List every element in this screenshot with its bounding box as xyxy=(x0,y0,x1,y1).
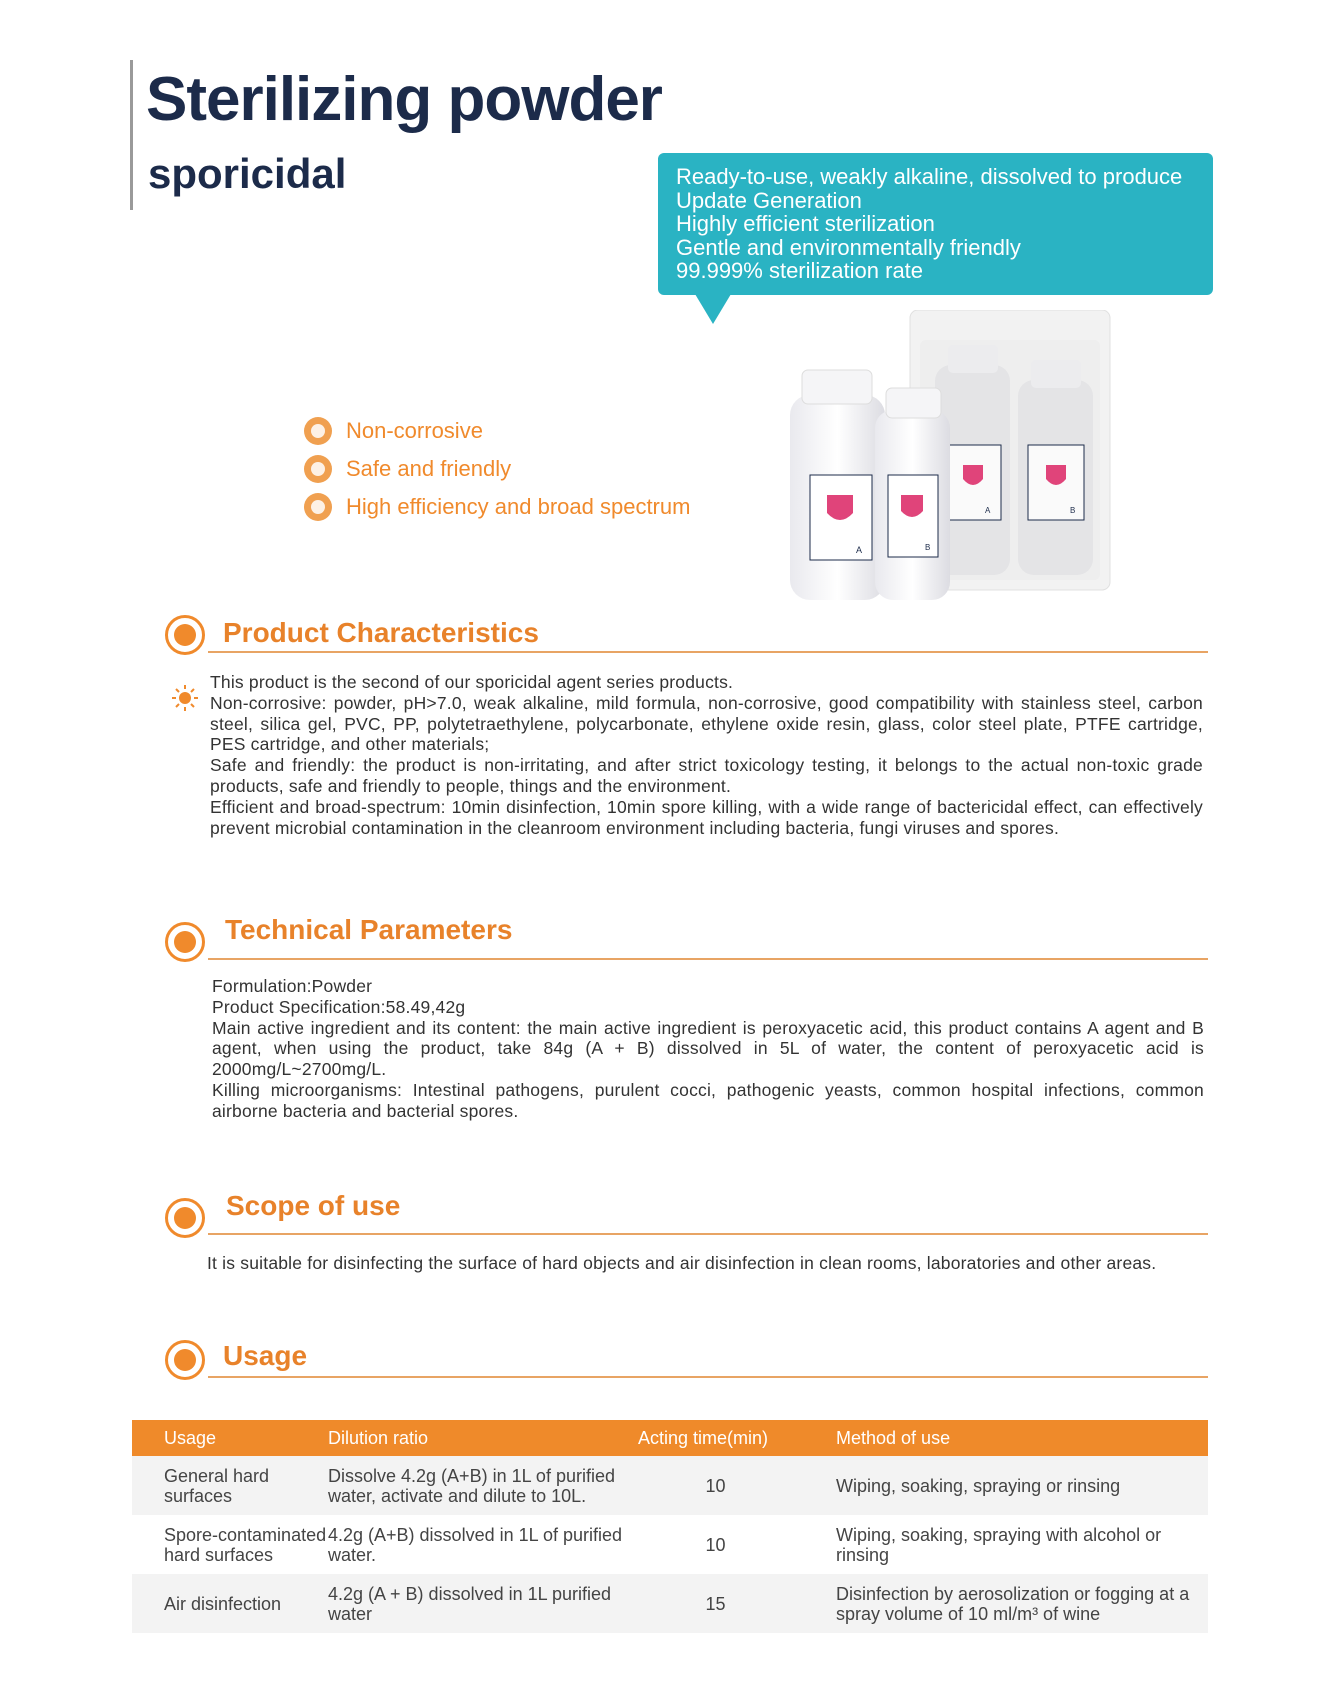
gears-icon xyxy=(165,922,205,962)
bubble-line: 99.999% sterilization rate xyxy=(676,258,924,283)
highlights-bubble xyxy=(658,153,1213,295)
label-b-front: B xyxy=(925,543,931,552)
technical-paragraph: Formulation:Powder xyxy=(212,976,373,996)
cell-usage: Spore-contaminated hard surfaces xyxy=(164,1524,327,1565)
feature-item xyxy=(304,450,690,488)
table-row xyxy=(132,1574,1208,1633)
cell-method: Disinfection by aerosolization or fogging at a spray volume of 10 ml/m³ of wine xyxy=(836,1583,1190,1624)
usage-table xyxy=(132,1420,1208,1633)
cell-usage: Air disinfection xyxy=(164,1593,282,1614)
scope-title: Scope of use xyxy=(226,1190,401,1221)
bubble-line: Gentle and environmentally friendly xyxy=(676,234,1021,260)
cell-usage: General hard surfaces xyxy=(164,1465,270,1506)
characteristics-paragraph: This product is the second of our sporicidal agent series products. xyxy=(210,672,734,692)
cell-method: Wiping, soaking, spraying or rinsing xyxy=(836,1475,1121,1496)
characteristics-title: Product Characteristics xyxy=(223,617,539,648)
cell-method: Wiping, soaking, spraying with alcohol or rinsing xyxy=(836,1524,1162,1565)
section-divider xyxy=(208,651,1208,653)
technical-paragraph: Killing microorganisms: Intestinal pathogens, purulent cocci, pathogenic yeasts, common hospital infections, common airborne bacteria and bacterial spores. xyxy=(212,1079,1204,1121)
feature-list xyxy=(304,412,690,526)
bubble-line: Highly efficient sterilization xyxy=(676,211,935,236)
label-a-bagged: A xyxy=(985,506,991,515)
table-row xyxy=(132,1515,1208,1574)
technical-body xyxy=(212,976,1204,1122)
cell-time: 15 xyxy=(705,1593,726,1614)
feature-label: Safe and friendly xyxy=(346,456,512,481)
section-divider xyxy=(208,1233,1208,1235)
document-icon xyxy=(165,1340,205,1380)
scope-body: It is suitable for disinfecting the surface of hard objects and air disinfection in clean rooms, laboratories and other areas. xyxy=(207,1253,1157,1273)
sun-icon xyxy=(172,685,198,711)
up-arrow-icon xyxy=(304,493,332,521)
feature-item xyxy=(304,412,690,450)
feature-label: High efficiency and broad spectrum xyxy=(346,494,691,519)
product-bottles-image xyxy=(780,310,1130,610)
bubble-tail xyxy=(695,294,731,324)
page-title: Sterilizing powder xyxy=(146,65,662,134)
characteristics-icon xyxy=(165,615,205,655)
bubble-line: Update Generation xyxy=(676,187,862,213)
page-subtitle: sporicidal xyxy=(148,150,347,197)
characteristics-paragraph: Non-corrosive: powder, pH>7.0, weak alkaline, mild formula, non-corrosive, good compatibility with stainless steel, carbon steel, silica gel, PVC, PP, polytetraethylene, polycarbonate, ethylene oxide resin, glass, color steel plate, PTFE cartridge, PES cartridge, and other materials; xyxy=(210,692,1203,755)
label-b-bagged: B xyxy=(1070,506,1076,515)
globe-icon xyxy=(165,1198,205,1238)
characteristics-body xyxy=(210,672,1203,838)
technical-paragraph: Main active ingredient and its content: the main active ingredient is peroxyacetic acid, this product contains A agent and B agent, when using the product, take 84g (A + B) dissolved in 5L of water, the content of peroxyacetic acid is 2000mg/L~2700mg/L. xyxy=(212,1017,1204,1080)
usage-title: Usage xyxy=(223,1340,308,1371)
cell-dilution: 4.2g (A + B) dissolved in 1L purified water xyxy=(328,1583,611,1624)
table-header xyxy=(132,1420,1208,1456)
section-divider xyxy=(208,958,1208,960)
drop-icon xyxy=(304,417,332,445)
bubble-line: Ready-to-use, weakly alkaline, dissolved to produce xyxy=(676,164,1183,189)
cell-time: 10 xyxy=(705,1475,726,1496)
heart-icon xyxy=(304,455,332,483)
header-time: Acting time(min) xyxy=(638,1427,769,1448)
cell-time: 10 xyxy=(705,1534,726,1555)
header-method: Method of use xyxy=(836,1427,951,1448)
cell-dilution: 4.2g (A+B) dissolved in 1L of purified water. xyxy=(328,1524,623,1565)
characteristics-paragraph: Efficient and broad-spectrum: 10min disinfection, 10min spore killing, with a wide range of bactericidal effect, can effectively prevent microbial contamination in the cleanroom environment including bacteria, fungi viruses and spores. xyxy=(210,796,1203,838)
header-dilution: Dilution ratio xyxy=(328,1427,429,1448)
technical-paragraph: Product Specification:58.49,42g xyxy=(212,996,466,1017)
cell-dilution: Dissolve 4.2g (A+B) in 1L of purified water, activate and dilute to 10L. xyxy=(328,1465,615,1506)
feature-label: Non-corrosive xyxy=(346,418,483,443)
title-accent-bar xyxy=(130,60,133,210)
feature-item xyxy=(304,488,690,526)
section-divider xyxy=(208,1376,1208,1378)
characteristics-paragraph: Safe and friendly: the product is non-irritating, and after strict toxicology testing, it belongs to the actual non-toxic grade products, safe and friendly to people, things and the environment. xyxy=(210,755,1203,796)
label-a-front: A xyxy=(856,545,863,555)
header-usage: Usage xyxy=(164,1427,217,1448)
technical-title: Technical Parameters xyxy=(225,914,513,945)
table-row xyxy=(132,1456,1208,1515)
